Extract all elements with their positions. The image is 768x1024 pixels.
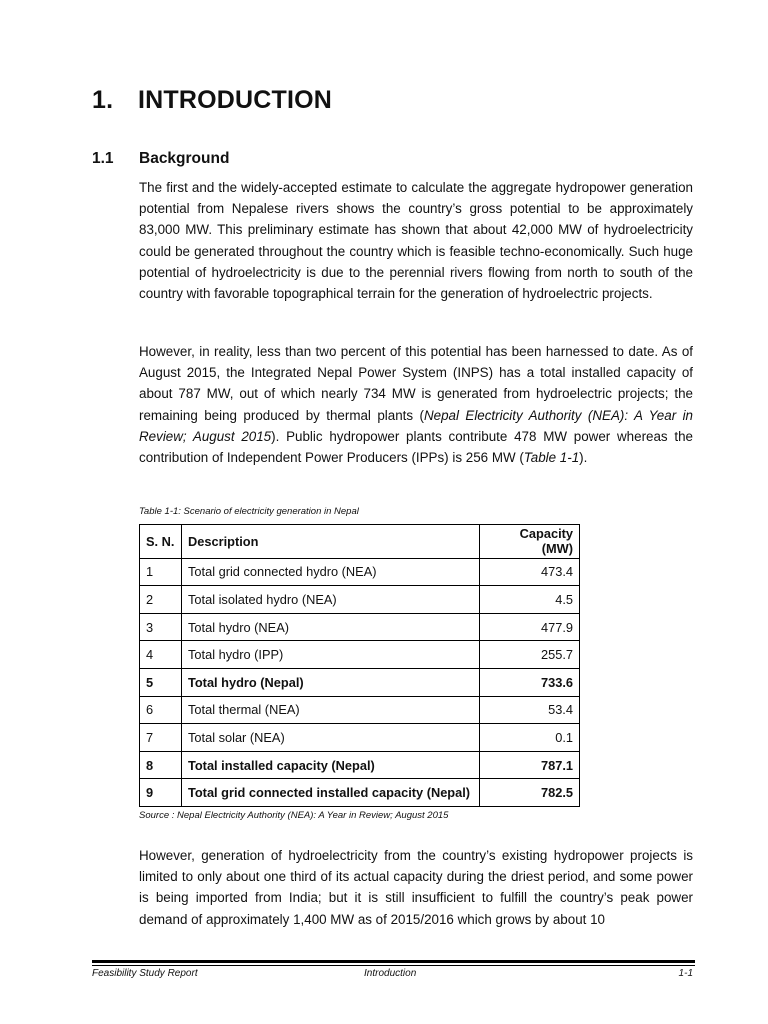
- chapter-number: 1.: [92, 86, 114, 114]
- table-row: [140, 696, 580, 724]
- cell-description: Total grid connected installed capacity (Nepal): [182, 779, 480, 807]
- paragraph2-citation: Nepal Electricity Authority (NEA): A Year in Review; August 2015: [139, 407, 693, 444]
- table-row: [140, 641, 580, 669]
- cell-description: Total hydro (IPP): [182, 641, 480, 669]
- cell-capacity: 733.6: [480, 668, 580, 696]
- paragraph-background-potential: The first and the widely-accepted estimate to calculate the aggregate hydropower generation potential from Nepalese rivers shows the country’s gross potential to be approximately 83,000 MW. This preliminary estimate has shown that about 42,000 MW of hydroelectricity could be generated throughout the country which is feasible techno-economically. Such huge potential of hydroelectricity is due to the perennial rivers flowing from north to south of the country with favorable topographical terrain for the generation of hydroelectric projects.: [139, 180, 693, 302]
- cell-sn: 5: [140, 668, 182, 696]
- cell-capacity: 0.1: [480, 724, 580, 752]
- section-number: 1.1: [92, 150, 114, 167]
- section-title: Background: [139, 150, 230, 167]
- chapter-title: INTRODUCTION: [138, 86, 333, 114]
- footer-report-title: Feasibility Study Report: [92, 968, 198, 979]
- header-sn: S. N.: [140, 525, 182, 559]
- table-row-total: [140, 668, 580, 696]
- cell-sn: 1: [140, 558, 182, 586]
- cell-capacity: 4.5: [480, 586, 580, 614]
- cell-description: Total solar (NEA): [182, 724, 480, 752]
- paragraph2-text-3: ).: [579, 450, 588, 466]
- paragraph-installed-capacity: [139, 341, 693, 468]
- paragraph2-table-reference: Table 1-1: [523, 450, 580, 466]
- cell-capacity: 255.7: [480, 641, 580, 669]
- cell-sn: 3: [140, 613, 182, 641]
- cell-capacity: 53.4: [480, 696, 580, 724]
- table-row-total: [140, 779, 580, 807]
- section-heading: [92, 150, 229, 168]
- footer-rule-thick: [92, 960, 695, 963]
- cell-description: Total grid connected hydro (NEA): [182, 558, 480, 586]
- cell-sn: 9: [140, 779, 182, 807]
- table-source-note: Source : Nepal Electricity Authority (NEA): A Year in Review; August 2015: [139, 810, 449, 821]
- cell-description: Total installed capacity (Nepal): [182, 751, 480, 779]
- table-row-total: [140, 751, 580, 779]
- cell-capacity: 473.4: [480, 558, 580, 586]
- table-row: [140, 724, 580, 752]
- cell-sn: 2: [140, 586, 182, 614]
- table-row: [140, 586, 580, 614]
- chapter-heading: [92, 86, 332, 115]
- cell-sn: 8: [140, 751, 182, 779]
- table-row: [140, 558, 580, 586]
- table-row: [140, 613, 580, 641]
- cell-capacity: 782.5: [480, 779, 580, 807]
- footer-rule-thin: [92, 965, 695, 966]
- cell-description: Total isolated hydro (NEA): [182, 586, 480, 614]
- cell-description: Total hydro (NEA): [182, 613, 480, 641]
- cell-capacity: 787.1: [480, 751, 580, 779]
- header-capacity: Capacity (MW): [480, 525, 580, 559]
- cell-description: Total thermal (NEA): [182, 696, 480, 724]
- footer-chapter-name: Introduction: [364, 968, 417, 979]
- cell-sn: 6: [140, 696, 182, 724]
- header-description: Description: [182, 525, 480, 559]
- footer-page-number: 1-1: [678, 968, 693, 979]
- paragraph2-text-1: However, in reality, less than two percent of this potential has been harnessed to date. As of August 2015, the Integrated Nepal Power System (INPS) has a total installed capacity of about 787 MW, out of which nearly 734 MW is generated from hydroelectric projects; the remaining being produced by thermal plants (: [139, 344, 693, 423]
- paragraph-generation-shortfall: However, generation of hydroelectricity from the country’s existing hydropower projects is limited to only about one third of its actual capacity during the driest period, and some power is being imported from India; but it is still insufficient to fulfill the country’s peak power demand of approximately 1,400 MW as of 2015/2016 which grows by about 10: [139, 848, 693, 927]
- paragraph2-text-2: ). Public hydropower plants contribute 478 MW power whereas the contribution of Independent Power Producers (IPPs) is 256 MW (: [139, 428, 693, 466]
- cell-sn: 4: [140, 641, 182, 669]
- table-header-row: [140, 525, 580, 559]
- electricity-generation-table: [139, 524, 580, 807]
- cell-description: Total hydro (Nepal): [182, 668, 480, 696]
- cell-capacity: 477.9: [480, 613, 580, 641]
- cell-sn: 7: [140, 724, 182, 752]
- table-caption: Table 1-1: Scenario of electricity generation in Nepal: [139, 506, 359, 517]
